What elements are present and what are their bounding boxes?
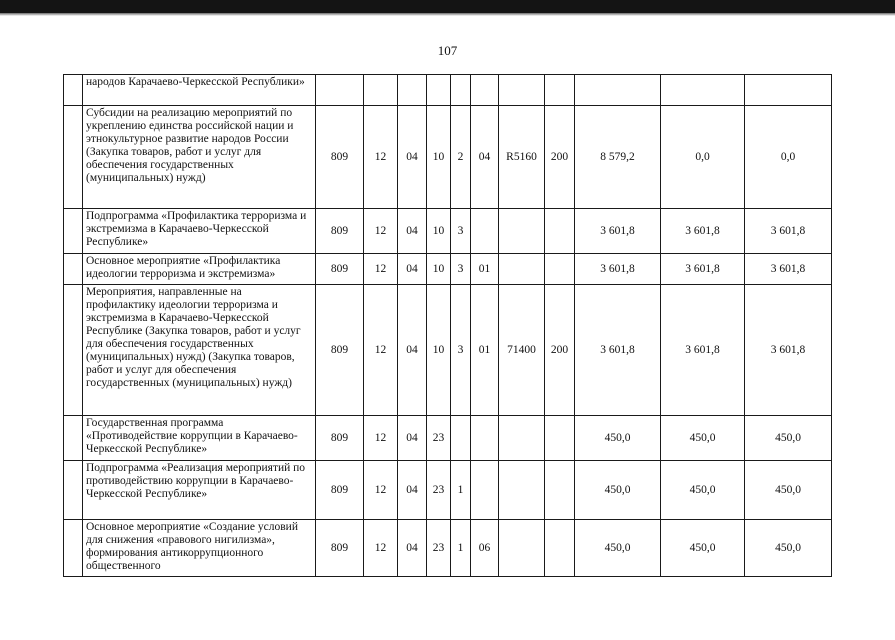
item-name-cell: Основное мероприятие «Профилактика идеологии терроризма и экстремизма» xyxy=(83,254,316,285)
amount-year-1-cell: 3 601,8 xyxy=(575,285,661,416)
blank-cell xyxy=(64,520,83,577)
program-code-cell: 10 xyxy=(427,285,451,416)
amount-year-3-cell: 450,0 xyxy=(745,520,832,577)
amount-year-2-cell: 450,0 xyxy=(661,520,745,577)
blank-cell xyxy=(64,461,83,520)
subsection-code-cell: 04 xyxy=(398,416,427,461)
amount-year-1-cell: 450,0 xyxy=(575,416,661,461)
item-name-cell: Подпрограмма «Реализация мероприятий по противодействию коррупции в Карачаево-Черкесской Республике» xyxy=(83,461,316,520)
subprogram-code-cell xyxy=(451,416,471,461)
table-row xyxy=(64,75,832,106)
blank-cell xyxy=(64,416,83,461)
measure-code-cell: 01 xyxy=(471,254,499,285)
item-name-cell: Государственная программа «Противодействие коррупции в Карачаево-Черкесской Республике» xyxy=(83,416,316,461)
direction-code-cell: R5160 xyxy=(499,106,545,209)
item-name-cell: Подпрограмма «Профилактика терроризма и экстремизма в Карачаево-Черкесской Республике» xyxy=(83,209,316,254)
expense-type-code-cell xyxy=(545,416,575,461)
table-row xyxy=(64,254,832,285)
direction-code-cell xyxy=(499,254,545,285)
measure-code-cell xyxy=(471,416,499,461)
program-code-cell: 23 xyxy=(427,461,451,520)
blank-cell xyxy=(64,75,83,106)
amount-year-3-cell: 3 601,8 xyxy=(745,285,832,416)
expense-type-code-cell: 200 xyxy=(545,106,575,209)
measure-code-cell: 01 xyxy=(471,285,499,416)
grbs-code-cell: 809 xyxy=(316,520,364,577)
amount-year-1-cell: 3 601,8 xyxy=(575,254,661,285)
amount-year-2-cell: 0,0 xyxy=(661,106,745,209)
grbs-code-cell: 809 xyxy=(316,106,364,209)
subsection-code-cell: 04 xyxy=(398,254,427,285)
amount-year-2-cell: 3 601,8 xyxy=(661,209,745,254)
amount-year-2-cell: 3 601,8 xyxy=(661,254,745,285)
table-row xyxy=(64,209,832,254)
direction-code-cell: 71400 xyxy=(499,285,545,416)
amount-year-2-cell: 3 601,8 xyxy=(661,285,745,416)
subsection-code-cell: 04 xyxy=(398,520,427,577)
page-number: 107 xyxy=(437,43,458,58)
subprogram-code-cell: 1 xyxy=(451,461,471,520)
grbs-code-cell: 809 xyxy=(316,461,364,520)
subprogram-code-cell: 3 xyxy=(451,285,471,416)
section-code-cell: 12 xyxy=(364,520,398,577)
direction-code-cell xyxy=(499,209,545,254)
item-name-cell: народов Карачаево-Черкесской Республики» xyxy=(83,75,316,106)
amount-year-1-cell xyxy=(575,75,661,106)
amount-year-2-cell xyxy=(661,75,745,106)
section-code-cell: 12 xyxy=(364,461,398,520)
amount-year-1-cell: 8 579,2 xyxy=(575,106,661,209)
amount-year-3-cell: 3 601,8 xyxy=(745,209,832,254)
subprogram-code-cell: 3 xyxy=(451,254,471,285)
expense-type-code-cell xyxy=(545,75,575,106)
section-code-cell xyxy=(364,75,398,106)
expense-type-code-cell xyxy=(545,254,575,285)
table-row xyxy=(64,285,832,416)
amount-year-3-cell: 3 601,8 xyxy=(745,254,832,285)
item-name-cell: Субсидии на реализацию мероприятий по укреплению единства российской нации и этнокультурное развитие народов России (Закупка товаров, работ и услуг для обеспечения государственных (муниципальных) нужд) xyxy=(83,106,316,209)
item-name-cell: Основное мероприятие «Создание условий для снижения «правового нигилизма», формирования антикоррупционного общественного xyxy=(83,520,316,577)
subprogram-code-cell: 2 xyxy=(451,106,471,209)
subsection-code-cell: 04 xyxy=(398,285,427,416)
measure-code-cell xyxy=(471,461,499,520)
amount-year-2-cell: 450,0 xyxy=(661,416,745,461)
section-code-cell: 12 xyxy=(364,416,398,461)
direction-code-cell xyxy=(499,75,545,106)
measure-code-cell xyxy=(471,75,499,106)
amount-year-1-cell: 3 601,8 xyxy=(575,209,661,254)
blank-cell xyxy=(64,285,83,416)
table-row xyxy=(64,520,832,577)
section-code-cell: 12 xyxy=(364,254,398,285)
subsection-code-cell: 04 xyxy=(398,209,427,254)
amount-year-3-cell xyxy=(745,75,832,106)
amount-year-1-cell: 450,0 xyxy=(575,461,661,520)
section-code-cell: 12 xyxy=(364,106,398,209)
grbs-code-cell: 809 xyxy=(316,285,364,416)
direction-code-cell xyxy=(499,520,545,577)
expense-type-code-cell xyxy=(545,520,575,577)
program-code-cell: 10 xyxy=(427,254,451,285)
program-code-cell: 10 xyxy=(427,209,451,254)
blank-cell xyxy=(64,106,83,209)
subsection-code-cell: 04 xyxy=(398,461,427,520)
table-row xyxy=(64,416,832,461)
program-code-cell: 10 xyxy=(427,106,451,209)
measure-code-cell xyxy=(471,209,499,254)
table-row xyxy=(64,106,832,209)
grbs-code-cell: 809 xyxy=(316,254,364,285)
blank-cell xyxy=(64,254,83,285)
amount-year-3-cell: 0,0 xyxy=(745,106,832,209)
item-name-cell: Мероприятия, направленные на профилактику идеологии терроризма и экстремизма в Карачаево-Черкесской Республике (Закупка товаров, работ и услуг для обеспечения государственных (муниципальных) нужд) (Закупка товаров, работ и услуг для обеспечения государственных (муниципальных) нужд) xyxy=(83,285,316,416)
amount-year-2-cell: 450,0 xyxy=(661,461,745,520)
amount-year-3-cell: 450,0 xyxy=(745,461,832,520)
scan-top-border xyxy=(0,0,895,13)
subprogram-code-cell xyxy=(451,75,471,106)
expense-type-code-cell: 200 xyxy=(545,285,575,416)
subsection-code-cell: 04 xyxy=(398,106,427,209)
blank-cell xyxy=(64,209,83,254)
program-code-cell: 23 xyxy=(427,520,451,577)
table-row xyxy=(64,461,832,520)
budget-table xyxy=(63,74,832,577)
grbs-code-cell xyxy=(316,75,364,106)
program-code-cell xyxy=(427,75,451,106)
direction-code-cell xyxy=(499,461,545,520)
expense-type-code-cell xyxy=(545,209,575,254)
measure-code-cell: 04 xyxy=(471,106,499,209)
subprogram-code-cell: 3 xyxy=(451,209,471,254)
amount-year-1-cell: 450,0 xyxy=(575,520,661,577)
scan-top-border-edge xyxy=(0,13,895,16)
grbs-code-cell: 809 xyxy=(316,416,364,461)
amount-year-3-cell: 450,0 xyxy=(745,416,832,461)
program-code-cell: 23 xyxy=(427,416,451,461)
direction-code-cell xyxy=(499,416,545,461)
measure-code-cell: 06 xyxy=(471,520,499,577)
subprogram-code-cell: 1 xyxy=(451,520,471,577)
section-code-cell: 12 xyxy=(364,209,398,254)
subsection-code-cell xyxy=(398,75,427,106)
expense-type-code-cell xyxy=(545,461,575,520)
section-code-cell: 12 xyxy=(364,285,398,416)
grbs-code-cell: 809 xyxy=(316,209,364,254)
